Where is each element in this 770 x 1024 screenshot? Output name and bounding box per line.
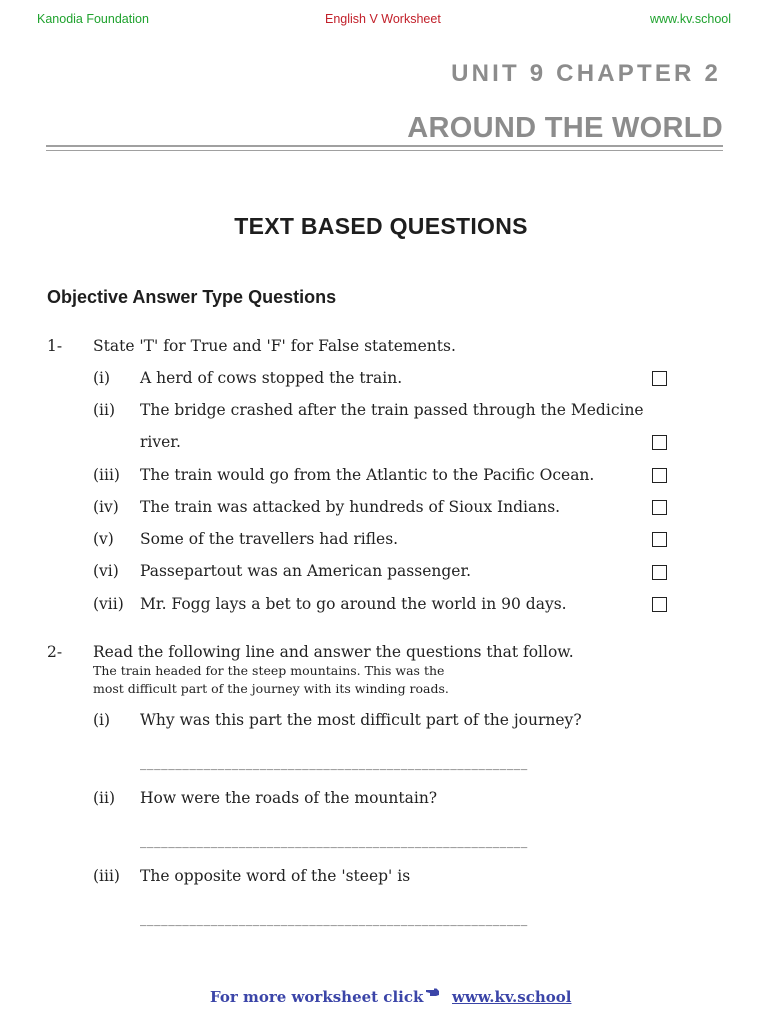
answer-blank-line[interactable]: _______________________________________________________	[140, 834, 528, 849]
unit-title: UNIT 9 CHAPTER 2	[451, 60, 721, 87]
item-roman: (iii)	[93, 867, 120, 885]
item-text: Why was this part the most difficult part of the journey?	[140, 711, 582, 729]
answer-checkbox[interactable]	[652, 371, 667, 386]
header-website[interactable]: www.kv.school	[649, 12, 731, 26]
header-foundation-name: Kanodia Foundation	[37, 12, 149, 26]
answer-checkbox[interactable]	[652, 597, 667, 612]
answer-checkbox[interactable]	[652, 435, 667, 450]
question-text: State 'T' for True and 'F' for False statements.	[93, 337, 456, 355]
item-text: The train would go from the Atlantic to the Pacific Ocean.	[140, 466, 595, 484]
answer-checkbox[interactable]	[652, 468, 667, 483]
item-text: Mr. Fogg lays a bet to go around the world in 90 days.	[140, 595, 567, 613]
footer-website-link[interactable]: www.kv.school	[452, 988, 572, 1006]
item-text-continued: river.	[140, 433, 181, 451]
footer-text: For more worksheet click	[210, 988, 424, 1006]
item-roman: (v)	[93, 530, 114, 548]
item-roman: (vii)	[93, 595, 124, 613]
answer-blank-line[interactable]: _______________________________________________________	[140, 912, 528, 927]
item-text: Some of the travellers had rifles.	[140, 530, 399, 548]
item-roman: (i)	[93, 369, 111, 387]
answer-checkbox[interactable]	[652, 532, 667, 547]
header-worksheet-title: English V Worksheet	[325, 12, 441, 26]
item-text: The opposite word of the 'steep' is	[140, 867, 411, 885]
item-roman: (vi)	[93, 562, 119, 580]
item-text: The bridge crashed after the train passed through the Medicine	[140, 401, 644, 419]
passage-line: The train headed for the steep mountains. This was the	[93, 663, 445, 678]
item-roman: (iv)	[93, 498, 119, 516]
title-divider-thin	[46, 150, 723, 151]
item-roman: (i)	[93, 711, 111, 729]
answer-blank-line[interactable]: _______________________________________________________	[140, 756, 528, 771]
question-number: 1-	[47, 337, 63, 355]
item-text: How were the roads of the mountain?	[140, 789, 438, 807]
item-text: Passepartout was an American passenger.	[140, 562, 472, 580]
question-text: Read the following line and answer the questions that follow.	[93, 643, 574, 661]
item-text: A herd of cows stopped the train.	[140, 369, 403, 387]
item-text: The train was attacked by hundreds of Sioux Indians.	[140, 498, 561, 516]
answer-checkbox[interactable]	[652, 500, 667, 515]
pointing-hand-icon	[425, 987, 441, 1004]
item-roman: (iii)	[93, 466, 120, 484]
passage-line: most difficult part of the journey with its winding roads.	[93, 681, 449, 696]
chapter-title: AROUND THE WORLD	[407, 112, 723, 144]
question-number: 2-	[47, 643, 63, 661]
answer-checkbox[interactable]	[652, 565, 667, 580]
subsection-title: Objective Answer Type Questions	[47, 287, 337, 307]
item-roman: (ii)	[93, 401, 116, 419]
item-roman: (ii)	[93, 789, 116, 807]
title-divider	[46, 145, 723, 147]
section-title: TEXT BASED QUESTIONS	[234, 213, 528, 239]
